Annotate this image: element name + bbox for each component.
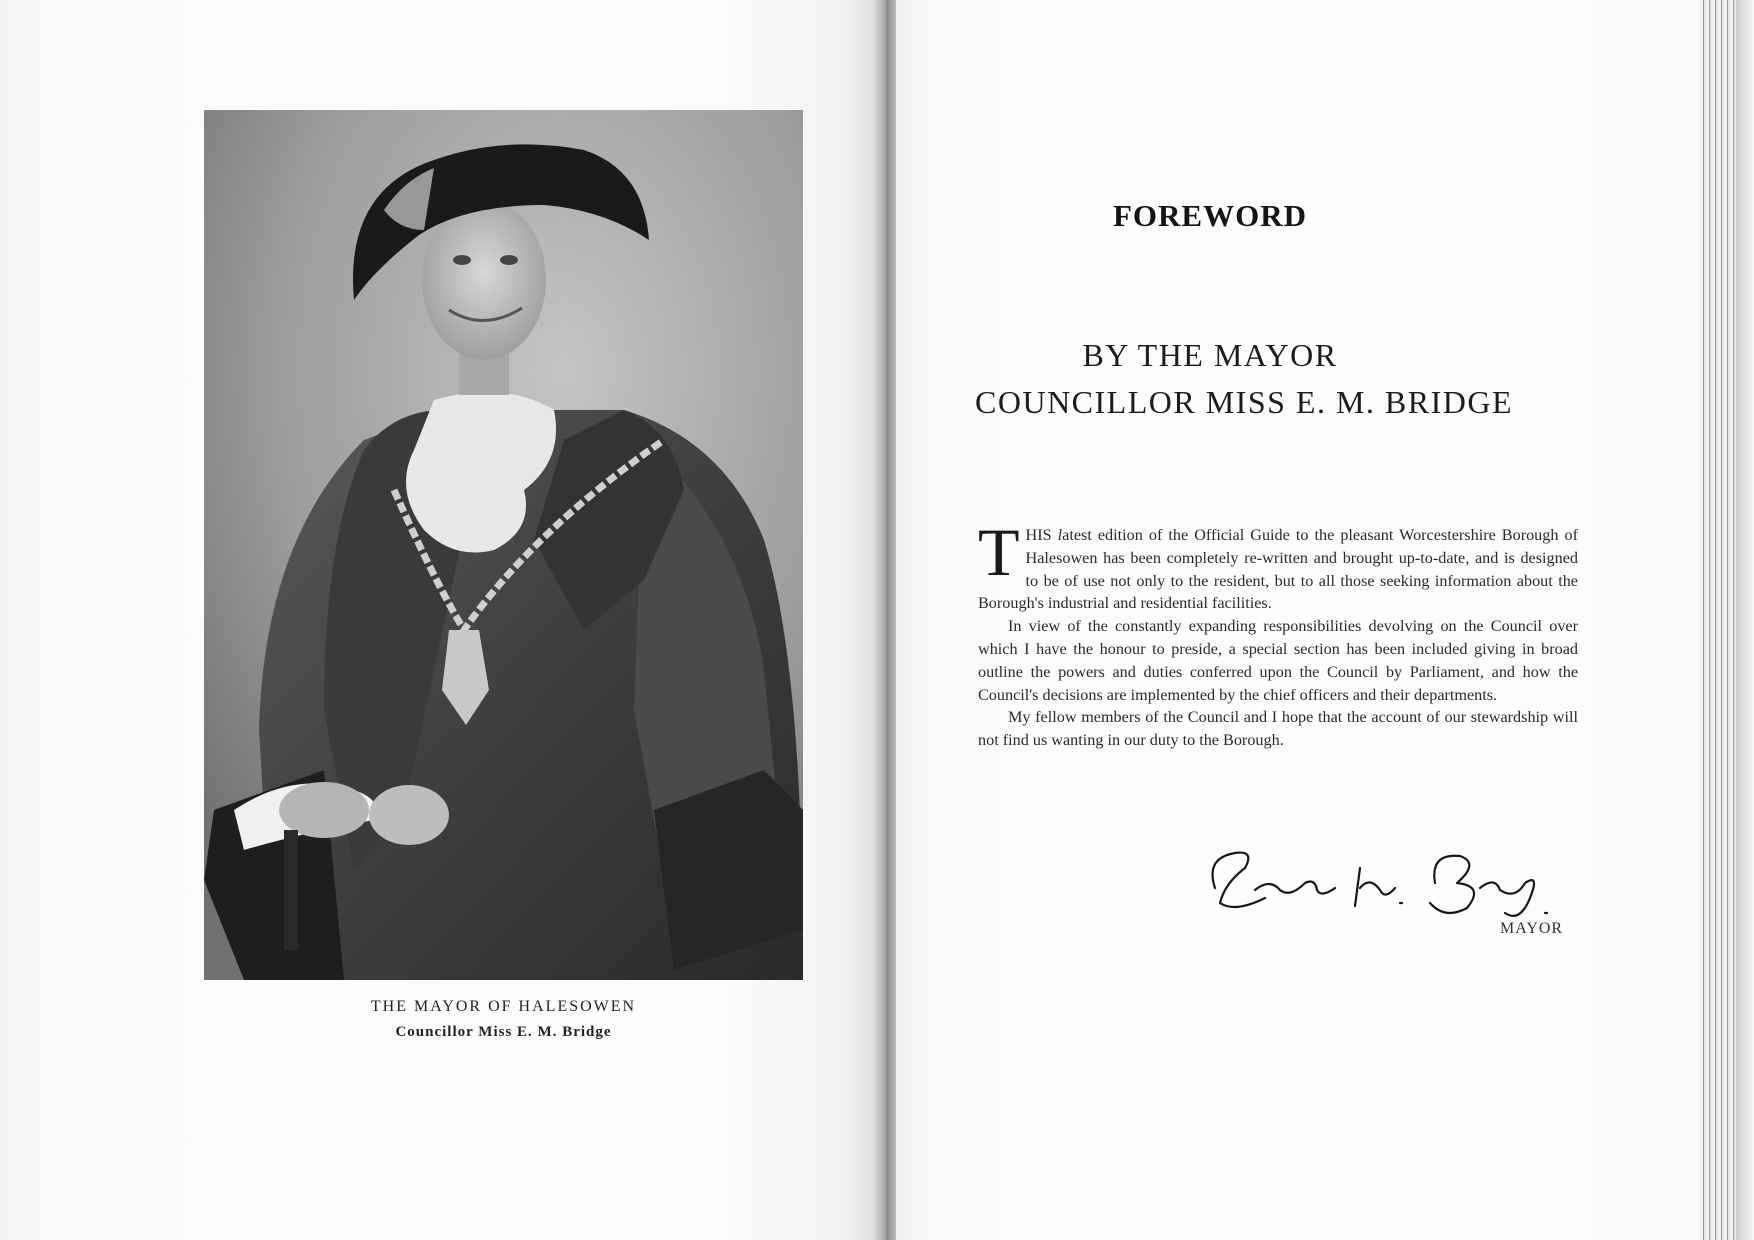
paragraph-3: My fellow members of the Council and I hope that the account of our stewardship will not find us wanting in our duty to the Borough. [978,708,1578,750]
paragraph-1-italic: l [1057,526,1063,544]
author-line: COUNCILLOR MISS E. M. BRIDGE [975,384,1514,420]
signature-role: MAYOR [1500,920,1564,937]
page-edges [1700,0,1754,1240]
page-title: FOREWORD [1113,198,1307,233]
photo-caption-name: Councillor Miss E. M. Bridge [395,1024,612,1040]
book-gutter [874,0,898,1240]
left-hand [279,782,369,838]
portrait-illustration [204,110,803,980]
face [422,200,546,360]
drop-cap: T [978,514,1020,590]
paragraph-1-lead: HIS [1025,526,1058,544]
right-hand [369,785,449,845]
mayor-portrait-photo [204,110,803,980]
mayor-signature [1195,828,1555,928]
paragraph-1-text: atest edition of the Official Guide to the pleasant Worcestershire Borough of Halesowen has been completely re-written and brought up-to-date, and is designed to be of use not only to the resident, but to all those seeking information about the Borough's industrial and residential facilities. [978,526,1578,613]
chair-post [284,830,298,950]
left-eye [453,255,471,265]
foreword-body [978,514,1578,752]
paragraph-1 [978,514,1578,615]
right-eye [500,255,518,265]
byline: BY THE MAYOR [1082,337,1338,373]
paragraph-2: In view of the constantly expanding responsibilities devolving on the Council over which I have the honour to preside, a special section has been included giving in broad outline the powers and duties conferred upon the Council by Parliament, and how the Council's decisions are implemented by the chief officers and their departments. [978,617,1578,704]
photo-caption-title: THE MAYOR OF HALESOWEN [370,998,637,1015]
